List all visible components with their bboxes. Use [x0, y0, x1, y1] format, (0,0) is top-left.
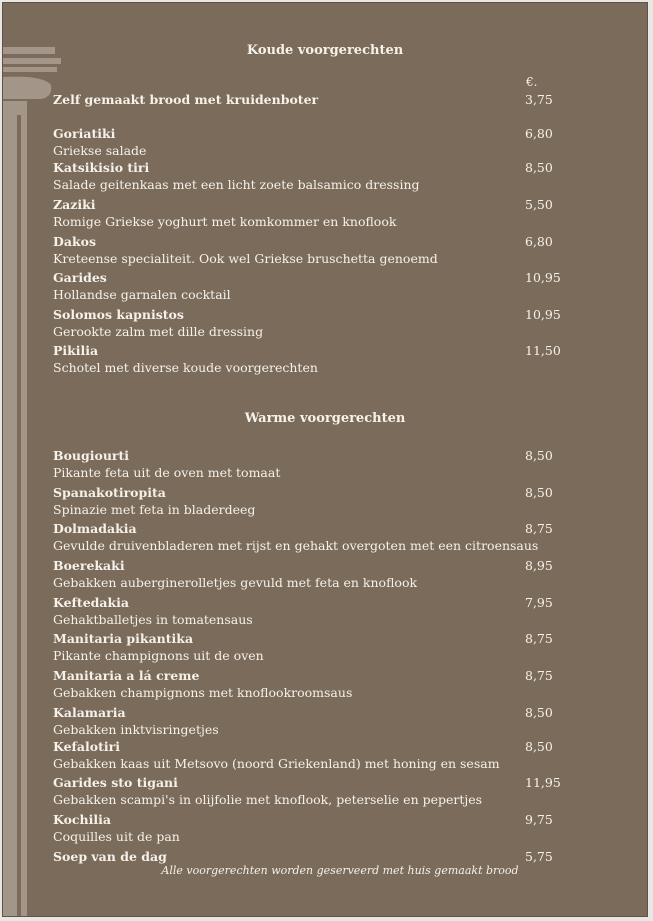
menu-item-description: Gehaktballetjes in tomatensaus: [53, 612, 253, 627]
menu-item-price: 5,75: [525, 849, 553, 864]
menu-item: [53, 447, 613, 481]
menu-item-price: 8,50: [525, 160, 553, 175]
menu-item-price: 3,75: [525, 92, 553, 107]
menu-item-price: 8,75: [525, 631, 553, 646]
menu-item-name: Kalamaria: [53, 705, 126, 720]
menu-item-price: 8,50: [525, 739, 553, 754]
menu-item-description: Salade geitenkaas met een licht zoete balsamico dressing: [53, 177, 420, 192]
cold-section-title: Koude voorgerechten: [246, 43, 404, 58]
menu-item-price: 8,50: [525, 705, 553, 720]
menu-item-description: Coquilles uit de pan: [53, 829, 180, 844]
menu-item-price: 8,75: [525, 521, 553, 536]
menu-item-price: 8,75: [525, 668, 553, 683]
menu-item-description: Gebakken champignons met knoflookroomsaus: [53, 685, 353, 700]
menu-item: [53, 91, 613, 108]
menu-item: [53, 484, 613, 518]
menu-item-name: Pikilia: [53, 343, 99, 358]
menu-item: [53, 342, 613, 376]
menu-item-price: 6,80: [525, 234, 553, 249]
menu-item-description: Gebakken scampi's in olijfolie met knoflook, peterselie en pepertjes: [53, 792, 483, 807]
menu-item-description: Gebakken kaas uit Metsovo (noord Griekenland) met honing en sesam: [53, 756, 500, 771]
menu-item-name: Manitaria a lá creme: [53, 668, 200, 683]
menu-item: [53, 630, 613, 664]
menu-item-name: Zelf gemaakt brood met kruidenboter: [53, 92, 319, 107]
menu-item-description: Gerookte zalm met dille dressing: [53, 324, 264, 339]
menu-item-description: Gebakken inktvisringetjes: [53, 722, 219, 737]
menu-item-name: Zaziki: [53, 197, 96, 212]
menu-item: [53, 557, 613, 591]
menu-item-name: Solomos kapnistos: [53, 307, 184, 322]
menu-item: [53, 594, 613, 628]
menu-item-name: Katsikisio tiri: [53, 160, 150, 175]
menu-item: [53, 738, 613, 772]
menu-item-description: Gebakken auberginerolletjes gevuld met feta en knoflook: [53, 575, 418, 590]
menu-item-name: Dakos: [53, 234, 96, 249]
menu-item-name: Soep van de dag: [53, 849, 167, 864]
warm-section-title: Warme voorgerechten: [244, 411, 406, 426]
menu-item: [53, 159, 613, 193]
menu-item-price: 8,50: [525, 485, 553, 500]
menu-item-description: Pikante champignons uit de oven: [53, 648, 264, 663]
menu-item-description: Schotel met diverse koude voorgerechten: [53, 360, 318, 375]
menu-item: [53, 269, 613, 303]
menu-item-name: Goriatiki: [53, 126, 116, 141]
footer-note: Alle voorgerechten worden geserveerd met huis gemaakt brood: [161, 864, 519, 877]
menu-item-name: Bougiourti: [53, 448, 130, 463]
menu-item-description: Griekse salade: [53, 143, 147, 158]
menu-item: [53, 196, 613, 230]
menu-item: [53, 848, 613, 865]
menu-item-price: 9,75: [525, 812, 553, 827]
menu-item: [53, 233, 613, 267]
menu-item-price: 10,95: [525, 307, 561, 322]
menu-item-description: Pikante feta uit de oven met tomaat: [53, 465, 281, 480]
menu-item-price: 5,50: [525, 197, 553, 212]
menu-item: [53, 774, 613, 808]
menu-item-name: Dolmadakia: [53, 521, 137, 536]
menu-item: [53, 704, 613, 738]
menu-item: [53, 811, 613, 845]
menu-item: [53, 520, 613, 554]
menu-item: [53, 306, 613, 340]
currency-label: €.: [526, 75, 538, 89]
menu-item: [53, 125, 613, 159]
menu-item-name: Manitaria pikantika: [53, 631, 194, 646]
menu-item-description: Kreteense specialiteit. Ook wel Griekse bruschetta genoemd: [53, 251, 438, 266]
menu-item-description: Romige Griekse yoghurt met komkommer en knoflook: [53, 214, 397, 229]
menu-item: [53, 667, 613, 701]
menu-page: [2, 2, 648, 917]
menu-item-name: Boerekaki: [53, 558, 125, 573]
menu-item-price: 11,50: [525, 343, 561, 358]
menu-item-name: Spanakotiropita: [53, 485, 166, 500]
menu-item-price: 8,95: [525, 558, 553, 573]
menu-item-name: Keftedakia: [53, 595, 129, 610]
menu-item-price: 7,95: [525, 595, 553, 610]
menu-item-price: 11,95: [525, 775, 561, 790]
menu-item-description: Hollandse garnalen cocktail: [53, 287, 231, 302]
menu-item-price: 10,95: [525, 270, 561, 285]
menu-item-description: Spinazie met feta in bladerdeeg: [53, 502, 256, 517]
menu-item-name: Kochilia: [53, 812, 111, 827]
menu-item-price: 8,50: [525, 448, 553, 463]
menu-item-description: Gevulde druivenbladeren met rijst en gehakt overgoten met een citroensaus: [53, 538, 539, 553]
menu-item-name: Garides sto tigani: [53, 775, 178, 790]
menu-item-name: Kefalotiri: [53, 739, 120, 754]
menu-content: [3, 3, 647, 916]
menu-item-price: 6,80: [525, 126, 553, 141]
menu-item-name: Garides: [53, 270, 107, 285]
